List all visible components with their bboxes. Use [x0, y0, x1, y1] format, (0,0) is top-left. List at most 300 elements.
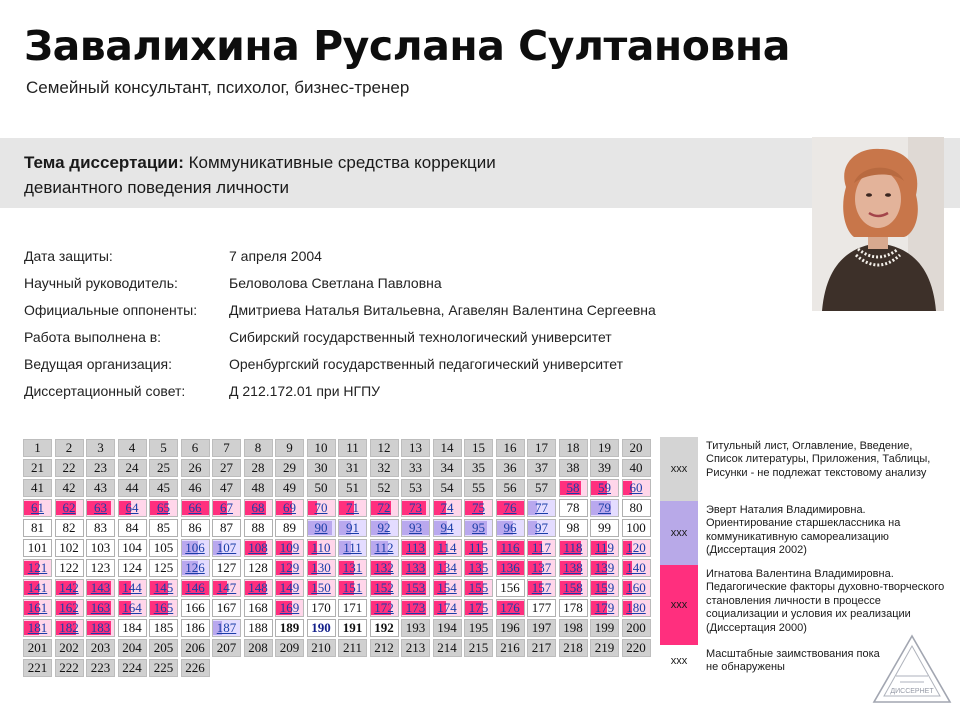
page-cell[interactable]: [338, 619, 367, 637]
page-cell[interactable]: [181, 499, 210, 517]
page-cell[interactable]: [338, 439, 367, 457]
page-cell[interactable]: [370, 539, 399, 557]
page-cell[interactable]: [590, 619, 619, 637]
page-number: 133: [405, 560, 426, 575]
page-cell[interactable]: [338, 579, 367, 597]
page-cell[interactable]: [212, 639, 241, 657]
page-cell[interactable]: [212, 539, 241, 557]
page-cell[interactable]: [181, 579, 210, 597]
page-number: 22: [62, 460, 76, 475]
page-cell[interactable]: [86, 659, 115, 677]
page-cell[interactable]: [275, 519, 304, 537]
page-cell[interactable]: [433, 539, 462, 557]
page-cell[interactable]: [370, 599, 399, 617]
page-cell[interactable]: [559, 619, 588, 637]
page-cell[interactable]: [527, 559, 556, 577]
page-cell[interactable]: [338, 459, 367, 477]
page-cell[interactable]: [244, 579, 273, 597]
page-number: 77: [535, 500, 548, 515]
page-number: 156: [500, 580, 520, 595]
page-cell[interactable]: [244, 559, 273, 577]
page-cell[interactable]: [212, 559, 241, 577]
page-cell[interactable]: [622, 639, 651, 657]
page-cell[interactable]: [86, 559, 115, 577]
page-number: 126: [185, 560, 205, 575]
page-cell[interactable]: [496, 459, 525, 477]
page-cell[interactable]: [527, 519, 556, 537]
page-cell[interactable]: [559, 559, 588, 577]
page-cell[interactable]: [275, 579, 304, 597]
page-number: 72: [377, 500, 391, 515]
page-cell[interactable]: [559, 639, 588, 657]
page-cell[interactable]: [496, 559, 525, 577]
page-cell[interactable]: [23, 519, 52, 537]
page-cell[interactable]: [86, 439, 115, 457]
page-number: 154: [437, 580, 457, 595]
page-number: 177: [531, 600, 552, 615]
page-cell[interactable]: [590, 459, 619, 477]
page-cell[interactable]: [181, 599, 210, 617]
page-number: 122: [59, 560, 79, 575]
page-cell[interactable]: [244, 539, 273, 557]
page-cell[interactable]: [338, 479, 367, 497]
page-cell[interactable]: [622, 539, 651, 557]
page-cell[interactable]: [370, 639, 399, 657]
page-cell[interactable]: [464, 479, 493, 497]
page-cell[interactable]: [118, 579, 147, 597]
page-cell[interactable]: [370, 559, 399, 577]
page-cell[interactable]: [307, 599, 336, 617]
page-cell[interactable]: [149, 639, 178, 657]
page-cell[interactable]: [212, 619, 241, 637]
page-cell[interactable]: [55, 559, 84, 577]
page-cell[interactable]: [622, 499, 651, 517]
page-cell[interactable]: [622, 459, 651, 477]
page-cell[interactable]: [23, 599, 52, 617]
page-number: 90: [314, 520, 328, 535]
page-cell[interactable]: [149, 479, 178, 497]
page-cell[interactable]: [149, 539, 178, 557]
page-number: 82: [62, 520, 76, 535]
page-cell[interactable]: [527, 459, 556, 477]
page-cell[interactable]: [464, 619, 493, 637]
page-cell[interactable]: [590, 439, 619, 457]
page-cell[interactable]: [401, 499, 430, 517]
page-number: 16: [503, 440, 517, 455]
page-number: 160: [626, 580, 646, 595]
page-cell[interactable]: [244, 499, 273, 517]
page-cell[interactable]: [338, 519, 367, 537]
page-number: 38: [566, 460, 580, 475]
page-cell[interactable]: [559, 599, 588, 617]
page-cell[interactable]: [23, 499, 52, 517]
page-number: 225: [153, 660, 174, 675]
page-cell[interactable]: [622, 579, 651, 597]
page-cell[interactable]: [275, 599, 304, 617]
page-cell[interactable]: [559, 579, 588, 597]
page-cell[interactable]: [338, 559, 367, 577]
page-number: 149: [279, 580, 300, 595]
page-cell[interactable]: [149, 459, 178, 477]
page-cell[interactable]: [370, 519, 399, 537]
page-number: 201: [27, 640, 48, 655]
page-cell[interactable]: [307, 619, 336, 637]
page-number: 79: [598, 500, 611, 515]
page-number: 186: [185, 620, 205, 635]
page-cell[interactable]: [464, 639, 493, 657]
page-cell[interactable]: [370, 579, 399, 597]
page-cell[interactable]: [590, 519, 619, 537]
page-cell[interactable]: [590, 579, 619, 597]
page-cell[interactable]: [149, 559, 178, 577]
page-number: 179: [594, 600, 615, 615]
page-cell[interactable]: [23, 559, 52, 577]
page-number: 208: [248, 640, 268, 655]
page-cell[interactable]: [55, 519, 84, 537]
page-cell[interactable]: [496, 519, 525, 537]
page-cell[interactable]: [464, 459, 493, 477]
page-number: 159: [594, 580, 615, 595]
page-cell[interactable]: [433, 579, 462, 597]
page-cell[interactable]: [496, 539, 525, 557]
page-number: 34: [440, 460, 454, 475]
page-cell[interactable]: [464, 579, 493, 597]
page-cell[interactable]: [527, 539, 556, 557]
page-cell[interactable]: [433, 439, 462, 457]
page-cell[interactable]: [149, 499, 178, 517]
page-number: 115: [468, 540, 489, 555]
page-number: 198: [563, 620, 583, 635]
detail-leading-org: [24, 352, 784, 379]
page-number: 120: [626, 540, 646, 555]
page-cell[interactable]: [212, 599, 241, 617]
page-cell[interactable]: [370, 619, 399, 637]
page-cell[interactable]: [464, 439, 493, 457]
page-cell[interactable]: [338, 639, 367, 657]
page-cell[interactable]: [307, 459, 336, 477]
page-cell[interactable]: [307, 519, 336, 537]
page-cell[interactable]: [307, 579, 336, 597]
page-cell[interactable]: [55, 539, 84, 557]
page-cell[interactable]: [527, 599, 556, 617]
page-cell[interactable]: [244, 519, 273, 537]
page-cell[interactable]: [496, 439, 525, 457]
page-cell[interactable]: [149, 439, 178, 457]
page-cell[interactable]: [590, 479, 619, 497]
page-cell[interactable]: [559, 539, 588, 557]
page-cell[interactable]: [244, 599, 273, 617]
page-number: 63: [94, 500, 107, 515]
page-cell[interactable]: [244, 479, 273, 497]
page-cell[interactable]: [559, 459, 588, 477]
page-cell[interactable]: [212, 519, 241, 537]
page-cell[interactable]: [433, 639, 462, 657]
page-cell[interactable]: [370, 479, 399, 497]
page-cell[interactable]: [23, 619, 52, 637]
page-cell[interactable]: [307, 539, 336, 557]
page-number: 20: [629, 440, 643, 455]
page-cell[interactable]: [433, 519, 462, 537]
page-number: 27: [220, 460, 233, 475]
page-cell[interactable]: [590, 639, 619, 657]
page-cell[interactable]: [433, 499, 462, 517]
page-cell[interactable]: [401, 539, 430, 557]
page-cell[interactable]: [55, 659, 84, 677]
page-cell[interactable]: [86, 599, 115, 617]
page-cell[interactable]: [244, 639, 273, 657]
page-cell[interactable]: [118, 439, 147, 457]
page-cell[interactable]: [275, 559, 304, 577]
page-cell[interactable]: [212, 479, 241, 497]
page-cell[interactable]: [118, 599, 147, 617]
portrait-photo: [812, 137, 944, 311]
page-cell[interactable]: [149, 579, 178, 597]
page-cell[interactable]: [23, 659, 52, 677]
page-cell[interactable]: [527, 639, 556, 657]
page-number: 84: [125, 520, 139, 535]
page-cell[interactable]: [55, 619, 84, 637]
page-cell[interactable]: [23, 579, 52, 597]
page-cell[interactable]: [527, 439, 556, 457]
page-cell[interactable]: [307, 639, 336, 657]
page-cell[interactable]: [559, 519, 588, 537]
page-cell[interactable]: [275, 499, 304, 517]
page-number: 116: [500, 540, 520, 555]
page-cell[interactable]: [118, 539, 147, 557]
page-cell[interactable]: [401, 579, 430, 597]
page-cell[interactable]: [55, 639, 84, 657]
page-cell[interactable]: [590, 599, 619, 617]
page-number: 124: [122, 560, 142, 575]
page-cell[interactable]: [433, 599, 462, 617]
detail-value: Дмитриева Наталья Витальевна, Агавелян Валентина Сергеевна: [229, 302, 656, 318]
page-cell[interactable]: [590, 539, 619, 557]
page-number: 224: [122, 660, 142, 675]
page-cell[interactable]: [212, 499, 241, 517]
page-cell[interactable]: [181, 479, 210, 497]
page-cell[interactable]: [433, 559, 462, 577]
page-cell[interactable]: [401, 459, 430, 477]
page-cell[interactable]: [496, 619, 525, 637]
page-number: 206: [185, 640, 205, 655]
page-cell[interactable]: [370, 499, 399, 517]
page-number: 86: [188, 520, 202, 535]
page-cell[interactable]: [244, 619, 273, 637]
page-cell[interactable]: [622, 439, 651, 457]
page-cell[interactable]: [401, 479, 430, 497]
page-number: 169: [279, 600, 300, 615]
page-number: 15: [472, 440, 485, 455]
page-cell[interactable]: [496, 499, 525, 517]
page-cell[interactable]: [86, 519, 115, 537]
page-cell[interactable]: [527, 579, 556, 597]
page-cell[interactable]: [212, 579, 241, 597]
page-cell[interactable]: [118, 639, 147, 657]
page-cell[interactable]: [149, 659, 178, 677]
page-cell[interactable]: [275, 619, 304, 637]
page-cell[interactable]: [86, 459, 115, 477]
page-cell[interactable]: [401, 619, 430, 637]
page-cell[interactable]: [23, 439, 52, 457]
page-cell[interactable]: [338, 499, 367, 517]
page-cell[interactable]: [464, 559, 493, 577]
page-number: 150: [311, 580, 331, 595]
page-cell[interactable]: [212, 439, 241, 457]
page-cell[interactable]: [401, 639, 430, 657]
page-cell[interactable]: [181, 559, 210, 577]
page-cell[interactable]: [181, 659, 210, 677]
page-number: 123: [90, 560, 111, 575]
page-cell[interactable]: [55, 479, 84, 497]
page-cell[interactable]: [622, 479, 651, 497]
page-cell[interactable]: [401, 559, 430, 577]
page-cell[interactable]: [23, 639, 52, 657]
page-number: 173: [405, 600, 426, 615]
page-cell[interactable]: [118, 499, 147, 517]
page-number: 157: [531, 580, 552, 595]
page-cell[interactable]: [590, 499, 619, 517]
page-number: 1: [34, 440, 41, 455]
page-cell[interactable]: [181, 439, 210, 457]
page-number: 89: [283, 520, 296, 535]
page-cell[interactable]: [181, 639, 210, 657]
page-number: 29: [283, 460, 296, 475]
page-cell[interactable]: [86, 499, 115, 517]
page-cell[interactable]: [307, 479, 336, 497]
page-cell[interactable]: [527, 479, 556, 497]
page-cell[interactable]: [149, 599, 178, 617]
page-number: 4: [128, 440, 136, 455]
page-cell[interactable]: [118, 479, 147, 497]
page-cell[interactable]: [307, 439, 336, 457]
page-cell[interactable]: [401, 519, 430, 537]
page-cell[interactable]: [181, 539, 210, 557]
page-number: 3: [97, 440, 104, 455]
page-cell[interactable]: [118, 659, 147, 677]
page-number: 217: [531, 640, 552, 655]
page-cell[interactable]: [527, 619, 556, 637]
page-cell[interactable]: [527, 499, 556, 517]
page-cell[interactable]: [23, 539, 52, 557]
page-number: 202: [59, 640, 79, 655]
page-cell[interactable]: [86, 619, 115, 637]
page-cell[interactable]: [55, 499, 84, 517]
page-cell[interactable]: [370, 439, 399, 457]
page-cell[interactable]: [118, 559, 147, 577]
page-cell[interactable]: [464, 599, 493, 617]
page-cell[interactable]: [496, 579, 525, 597]
page-cell[interactable]: [244, 439, 273, 457]
page-cell[interactable]: [275, 439, 304, 457]
page-cell[interactable]: [181, 519, 210, 537]
page-cell[interactable]: [86, 639, 115, 657]
page-cell[interactable]: [496, 599, 525, 617]
page-cell[interactable]: [464, 519, 493, 537]
page-cell[interactable]: [55, 579, 84, 597]
page-cell[interactable]: [181, 459, 210, 477]
page-cell[interactable]: [622, 599, 651, 617]
page-cell[interactable]: [496, 639, 525, 657]
page-number: 167: [216, 600, 237, 615]
page-cell[interactable]: [433, 459, 462, 477]
page-cell[interactable]: [622, 559, 651, 577]
page-number: 189: [279, 620, 300, 635]
page-cell[interactable]: [338, 599, 367, 617]
page-cell[interactable]: [275, 539, 304, 557]
page-cell[interactable]: [118, 459, 147, 477]
page-number: 226: [185, 660, 205, 675]
page-cell[interactable]: [559, 479, 588, 497]
page-cell[interactable]: [149, 519, 178, 537]
page-cell[interactable]: [118, 619, 147, 637]
page-cell[interactable]: [401, 599, 430, 617]
page-number: 183: [90, 620, 111, 635]
page-cell[interactable]: [275, 479, 304, 497]
page-number: 113: [405, 540, 426, 555]
page-cell[interactable]: [307, 559, 336, 577]
page-cell[interactable]: [23, 479, 52, 497]
page-cell[interactable]: [86, 539, 115, 557]
page-cell[interactable]: [433, 619, 462, 637]
page-number: 70: [314, 500, 328, 515]
legend-swatch: xxx: [660, 565, 698, 645]
page-cell[interactable]: [464, 499, 493, 517]
page-cell[interactable]: [590, 559, 619, 577]
page-cell[interactable]: [307, 499, 336, 517]
page-cell[interactable]: [464, 539, 493, 557]
page-number: 98: [566, 520, 580, 535]
page-cell[interactable]: [86, 579, 115, 597]
page-cell[interactable]: [401, 439, 430, 457]
page-number: 40: [629, 460, 643, 475]
page-number: 155: [468, 580, 489, 595]
page-cell[interactable]: [244, 459, 273, 477]
page-cell[interactable]: [275, 459, 304, 477]
page-cell[interactable]: [86, 479, 115, 497]
person-name: Завалихина Руслана Султановна: [24, 22, 790, 70]
page-number: 56: [503, 480, 517, 495]
page-cell[interactable]: [622, 519, 651, 537]
page-cell[interactable]: [55, 439, 84, 457]
page-cell[interactable]: [622, 619, 651, 637]
page-number: 170: [311, 600, 331, 615]
page-cell[interactable]: [55, 459, 84, 477]
page-cell[interactable]: [212, 459, 241, 477]
page-cell[interactable]: [433, 479, 462, 497]
page-number: 163: [90, 600, 111, 615]
page-number: 194: [437, 620, 457, 635]
page-number: 219: [594, 640, 615, 655]
page-cell[interactable]: [149, 619, 178, 637]
page-cell[interactable]: [559, 439, 588, 457]
page-cell[interactable]: [370, 459, 399, 477]
detail-defense-date: [24, 244, 784, 271]
page-number: 52: [377, 480, 391, 495]
page-cell[interactable]: [23, 459, 52, 477]
page-cell[interactable]: [275, 639, 304, 657]
page-cell[interactable]: [559, 499, 588, 517]
page-cell[interactable]: [118, 519, 147, 537]
page-cell[interactable]: [55, 599, 84, 617]
page-cell[interactable]: [181, 619, 210, 637]
page-cell[interactable]: [496, 479, 525, 497]
page-number: 31: [346, 460, 359, 475]
page-cell[interactable]: [338, 539, 367, 557]
topic-label: Тема диссертации:: [24, 153, 184, 172]
page-number: 47: [220, 480, 233, 495]
page-number: 200: [626, 620, 646, 635]
page-number: 137: [531, 560, 552, 575]
